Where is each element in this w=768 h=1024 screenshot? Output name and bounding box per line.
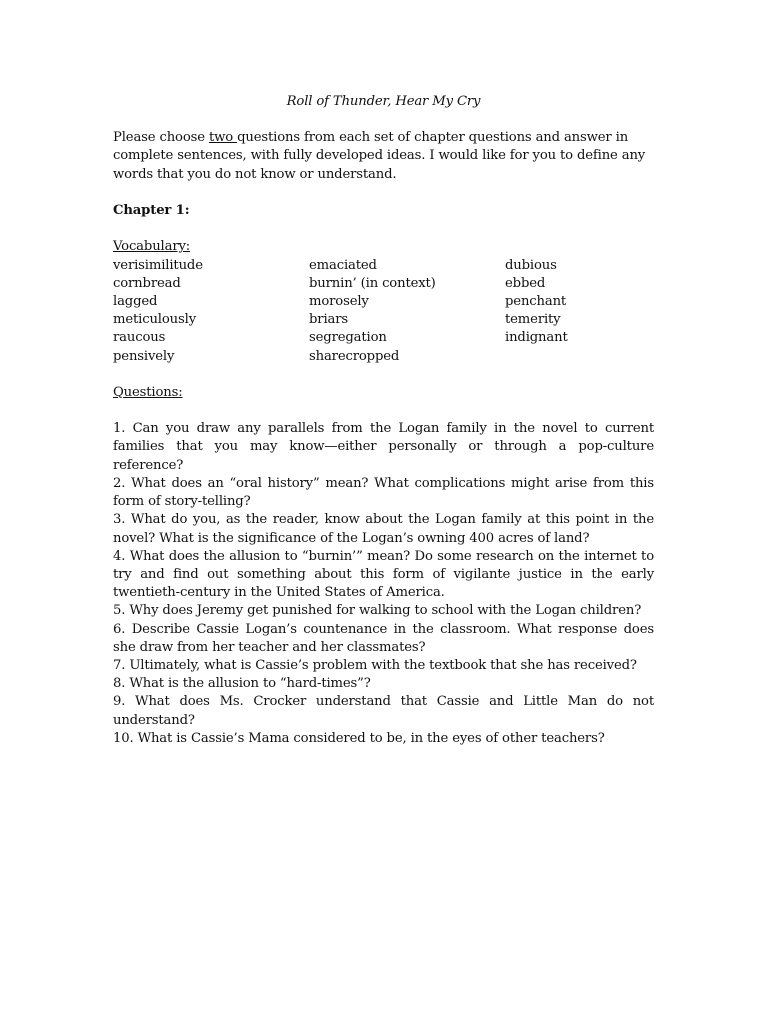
- instructions-text-start: Please choose: [113, 130, 209, 146]
- instructions-underlined-word: two: [208, 130, 238, 146]
- vocabulary-word: ebbed: [505, 275, 546, 291]
- vocabulary-word: emaciated: [309, 257, 377, 273]
- instructions-text-rest: questions from each set of chapter questions and answer in complete sentences, with fully developed ideas. I would like for you to define any words that you do not know or understand.: [113, 130, 646, 182]
- question-item: 3. What do you, as the reader, know about the Logan family at this point in the novel? What is the significance of the Logan’s owning 400 acres of land?: [113, 512, 654, 546]
- vocabulary-word: cornbread: [113, 275, 181, 291]
- vocabulary-heading: Vocabulary:: [113, 239, 191, 255]
- question-item: 1. Can you draw any parallels from the Logan family in the novel to current families that you may know—either personally or through a pop-culture reference?: [113, 421, 654, 473]
- questions-heading: Questions:: [113, 384, 183, 400]
- questions-list: [113, 420, 654, 748]
- instructions-paragraph: [113, 129, 654, 184]
- vocabulary-word: lagged: [113, 293, 158, 309]
- question-item: 6. Describe Cassie Logan’s countenance in the classroom. What response does she draw from her teacher and her classmates?: [113, 621, 654, 655]
- document-body: [113, 93, 654, 748]
- question-item: 8. What is the allusion to “hard-times”?: [113, 676, 371, 692]
- vocabulary-word: briars: [309, 312, 348, 328]
- question-item: 9. What does Ms. Crocker understand that Cassie and Little Man do not understand?: [113, 694, 654, 728]
- question-item: 5. Why does Jeremy get punished for walking to school with the Logan children?: [113, 603, 642, 619]
- vocabulary-word: meticulously: [113, 312, 196, 328]
- vocabulary-word: indignant: [505, 330, 568, 346]
- question-item: 4. What does the allusion to “burnin’” mean? Do some research on the internet to try and find out something about this form of vigilante justice in the early twentieth-century in the United States of America.: [113, 548, 654, 601]
- vocabulary-word: verisimilitude: [113, 257, 203, 273]
- vocabulary-list: [113, 257, 654, 366]
- vocabulary-word: raucous: [113, 330, 166, 346]
- vocabulary-word: burnin’ (in context): [309, 275, 436, 291]
- question-item: 2. What does an “oral history” mean? What complications might arise from this form of story-telling?: [113, 475, 654, 510]
- vocabulary-column-2: [309, 257, 505, 366]
- vocabulary-column-1: [113, 257, 309, 366]
- vocabulary-word: sharecropped: [309, 348, 400, 364]
- vocabulary-column-3: [505, 257, 654, 366]
- vocabulary-word: penchant: [505, 293, 567, 309]
- question-item: 7. Ultimately, what is Cassie’s problem with the textbook that she has received?: [113, 657, 637, 673]
- question-item: 10. What is Cassie’s Mama considered to be, in the eyes of other teachers?: [113, 730, 605, 746]
- vocabulary-word: morosely: [309, 293, 369, 309]
- vocabulary-word: pensively: [113, 348, 175, 364]
- chapter-heading: Chapter 1:: [113, 202, 190, 218]
- vocabulary-word: dubious: [505, 257, 557, 273]
- document-title: Roll of Thunder, Hear My Cry: [286, 94, 481, 109]
- vocabulary-word: segregation: [309, 330, 387, 346]
- vocabulary-word: temerity: [505, 312, 561, 328]
